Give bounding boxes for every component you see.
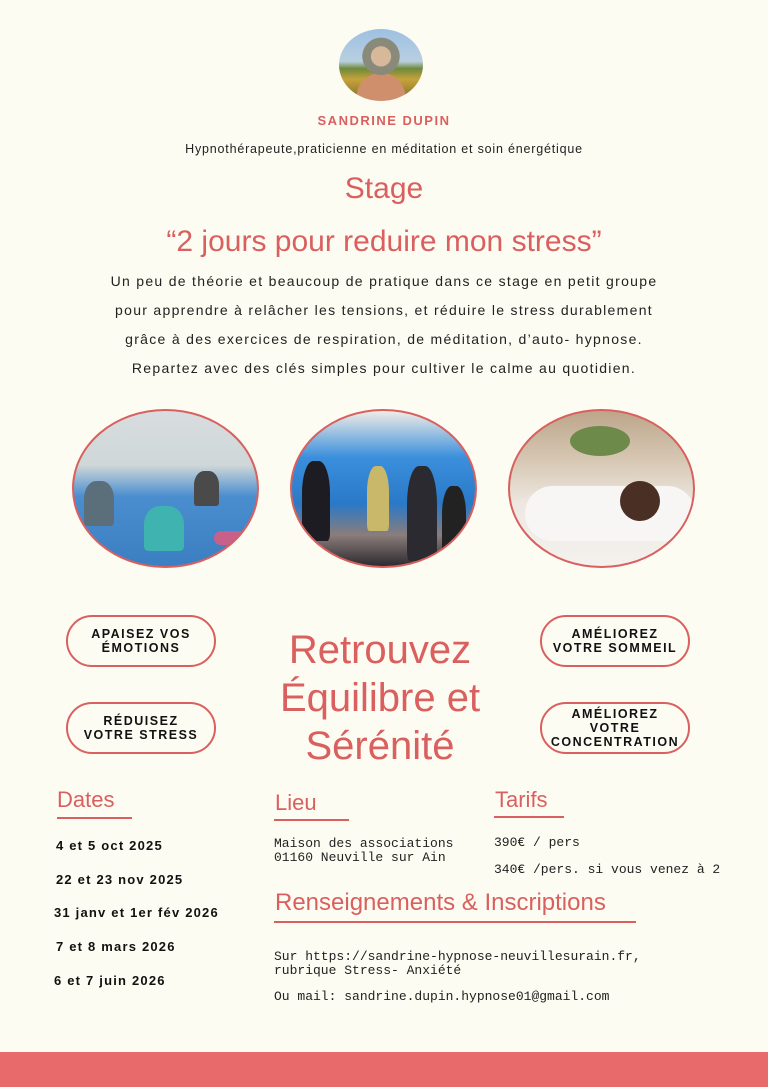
author-profession: Hypnothérapeute,praticienne en méditation et soin énergétique <box>185 142 583 156</box>
date-item: 6 et 7 juin 2026 <box>54 973 166 988</box>
tarifs-heading: Tarifs <box>495 787 548 812</box>
date-item: 7 et 8 mars 2026 <box>56 939 176 954</box>
description-line-3: grâce à des exercices de respiration, de méditation, d’auto- hypnose. <box>125 331 643 347</box>
tagline-line-1: Retrouvez <box>288 628 472 672</box>
website-line-2: rubrique Stress- Anxiété <box>274 963 462 978</box>
standing-exercise-photo <box>290 409 477 568</box>
tarif-price-1: 390€ / pers <box>494 835 580 850</box>
description-line-2: pour apprendre à relâcher les tensions, et réduire le stress durablement <box>115 302 653 318</box>
date-item: 31 janv et 1er fév 2026 <box>54 905 219 920</box>
info-underline <box>274 921 636 923</box>
tagline-line-3: Sérénité <box>305 724 455 768</box>
dates-underline <box>57 817 132 819</box>
benefit-badge-emotions: APAISEZ VOS ÉMOTIONS <box>66 615 216 667</box>
stage-title: Stage <box>344 172 424 205</box>
date-item: 22 et 23 nov 2025 <box>56 872 184 887</box>
benefit-badge-sommeil: AMÉLIOREZ VOTRE SOMMEIL <box>540 615 690 667</box>
dates-heading: Dates <box>57 787 115 812</box>
author-name: SANDRINE DUPIN <box>317 113 451 128</box>
tarif-price-2: 340€ /pers. si vous venez à 2 <box>494 862 721 877</box>
lieu-heading: Lieu <box>275 790 317 815</box>
stage-subtitle: “2 jours pour reduire mon stress” <box>166 225 602 258</box>
contact-email[interactable]: Ou mail: sandrine.dupin.hypnose01@gmail.com <box>274 989 610 1004</box>
benefit-badge-concentration: AMÉLIOREZ VOTRE CONCENTRATION <box>540 702 690 754</box>
description-line-1: Un peu de théorie et beaucoup de pratique dans ce stage en petit groupe <box>110 273 658 289</box>
date-item: 4 et 5 oct 2025 <box>56 838 163 853</box>
lieu-address-line-2: 01160 Neuville sur Ain <box>274 850 446 865</box>
description-line-4: Repartez avec des clés simples pour cultiver le calme au quotidien. <box>131 360 637 376</box>
website-line-1[interactable]: Sur https://sandrine-hypnose-neuvillesurain.fr, <box>274 949 641 964</box>
profile-photo <box>339 29 423 101</box>
tarifs-underline <box>494 816 564 818</box>
lieu-underline <box>274 819 349 821</box>
benefit-badge-stress: RÉDUISEZ VOTRE STRESS <box>66 702 216 754</box>
footer-bar <box>0 1052 768 1087</box>
tagline-line-2: Équilibre et <box>279 676 481 720</box>
lieu-address-line-1: Maison des associations <box>274 836 454 851</box>
info-heading: Renseignements & Inscriptions <box>275 889 606 916</box>
meditation-lying-photo <box>508 409 695 568</box>
group-circle-photo <box>72 409 259 568</box>
